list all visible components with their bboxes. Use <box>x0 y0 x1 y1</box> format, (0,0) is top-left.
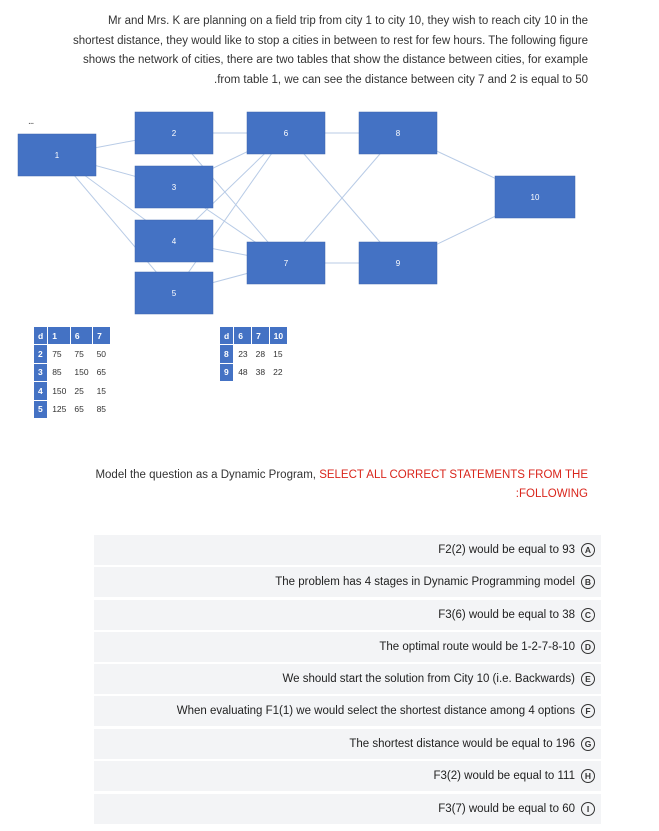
option-d[interactable] <box>94 632 601 662</box>
table2-header-row <box>220 327 288 345</box>
question-instruction: SELECT ALL CORRECT STATEMENTS FROM THE <box>319 469 588 481</box>
table-cell: 75 <box>74 349 84 360</box>
city-node-label: 4 <box>171 237 177 246</box>
table1-header-cell: d <box>34 327 48 345</box>
city-node-label: 6 <box>283 129 289 138</box>
option-letter-icon[interactable]: F <box>581 704 595 718</box>
table2-header-cell: 10 <box>269 327 287 345</box>
city-node-label: 3 <box>171 183 177 192</box>
table-cell: 48 <box>238 367 248 378</box>
table2-header-cell: 6 <box>234 327 252 345</box>
option-text: We should start the solution from City 10 (i.e. Backwards) <box>282 673 575 685</box>
table1-header-row <box>34 327 111 345</box>
city-node-8 <box>359 112 437 154</box>
row-label: 4 <box>34 382 48 400</box>
option-letter-icon[interactable]: B <box>581 575 595 589</box>
option-a[interactable] <box>94 535 601 565</box>
option-text: The optimal route would be 1-2-7-8-10 <box>379 641 575 653</box>
option-b[interactable] <box>94 567 601 597</box>
city-node-label: 9 <box>395 259 401 268</box>
table1-header-cell: 7 <box>93 327 110 345</box>
row-label: 3 <box>34 363 48 381</box>
city-node-1 <box>18 134 96 176</box>
table-cell: 38 <box>255 367 266 378</box>
option-h[interactable] <box>94 761 601 791</box>
option-text: F3(2) would be equal to 111 <box>433 770 575 782</box>
option-letter-icon[interactable]: A <box>581 543 595 557</box>
table-row <box>34 382 111 400</box>
table2-header-cell: 7 <box>252 327 269 345</box>
option-letter-icon[interactable]: C <box>581 608 595 622</box>
option-f[interactable] <box>94 696 601 726</box>
table-cell: 150 <box>74 367 89 378</box>
option-g[interactable] <box>94 729 601 759</box>
option-letter-icon[interactable]: D <box>581 640 595 654</box>
question-prompt <box>60 466 588 504</box>
table-cell: 75 <box>52 349 62 360</box>
option-i[interactable] <box>94 794 601 824</box>
table-row <box>220 363 288 381</box>
table1-header-cell: 1 <box>48 327 71 345</box>
question-prefix: Model the question as a Dynamic Program, <box>95 469 316 481</box>
option-text: The shortest distance would be equal to 196 <box>349 738 575 750</box>
intro-line-2: shortest distance, they would like to stop a cities in between to rest for few hours. The following figure <box>72 34 588 47</box>
option-text: F3(6) would be equal to 38 <box>438 609 575 621</box>
problem-statement <box>10 12 588 90</box>
table-row <box>34 363 111 381</box>
table-row <box>34 400 111 418</box>
city-node-label: 1 <box>54 151 60 160</box>
row-label: 2 <box>34 345 48 363</box>
question-instruction-line2: :FOLLOWING <box>515 488 588 500</box>
distance-table-1 <box>33 326 111 419</box>
table-cell: 65 <box>74 404 84 415</box>
city-node-label: 5 <box>171 289 177 298</box>
table-row <box>220 345 288 363</box>
table-cell: 50 <box>96 349 107 360</box>
option-letter-icon[interactable]: H <box>581 769 595 783</box>
option-c[interactable] <box>94 600 601 630</box>
table-cell: 28 <box>255 349 266 360</box>
option-e[interactable] <box>94 664 601 694</box>
option-text: F2(2) would be equal to 93 <box>438 544 575 556</box>
option-text: The problem has 4 stages in Dynamic Programming model <box>275 576 575 588</box>
city-node-9 <box>359 242 437 284</box>
row-label: 5 <box>34 400 48 418</box>
city-node-6 <box>247 112 325 154</box>
table1-header-cell: 6 <box>70 327 92 345</box>
city-node-2 <box>135 112 213 154</box>
table-cell: 65 <box>96 367 107 378</box>
distance-table-2 <box>219 326 288 382</box>
table-row <box>34 345 111 363</box>
table-cell: 23 <box>238 349 248 360</box>
table-cell: 25 <box>74 385 84 396</box>
option-letter-icon[interactable]: I <box>581 802 595 816</box>
table-cell: 22 <box>273 367 283 378</box>
option-text: F3(7) would be equal to 60 <box>438 803 575 815</box>
table-cell: 85 <box>96 404 107 415</box>
intro-line-4: .from table 1, we can see the distance between city 7 and 2 is equal to 50 <box>214 73 588 86</box>
table-cell: 150 <box>52 385 67 396</box>
table-cell: 85 <box>52 367 62 378</box>
city-node-4 <box>135 220 213 262</box>
table-cell: 125 <box>52 404 67 415</box>
city-node-5 <box>135 272 213 314</box>
city-node-10 <box>495 176 575 218</box>
city-node-label: 10 <box>530 193 540 202</box>
row-label: 9 <box>220 363 234 381</box>
option-letter-icon[interactable]: G <box>581 737 595 751</box>
table-cell: 15 <box>96 385 107 396</box>
option-text: When evaluating F1(1) we would select the shortest distance among 4 options <box>176 705 575 717</box>
table2-header-cell: d <box>220 327 234 345</box>
city-node-label: 7 <box>283 259 289 268</box>
network-nodes <box>18 112 575 314</box>
more-options-icon[interactable]: ... <box>28 116 34 127</box>
table-cell: 15 <box>273 349 283 360</box>
option-letter-icon[interactable]: E <box>581 672 595 686</box>
city-network-diagram <box>0 100 659 320</box>
city-node-7 <box>247 242 325 284</box>
city-node-3 <box>135 166 213 208</box>
intro-line-3: shows the network of cities, there are two tables that show the distance between cities, for example <box>83 54 588 66</box>
row-label: 8 <box>220 345 234 363</box>
city-node-label: 8 <box>395 129 401 138</box>
intro-line-1: Mr and Mrs. K are planning on a field trip from city 1 to city 10, they wish to reach city 10 in the <box>107 15 588 27</box>
city-node-label: 2 <box>171 129 177 138</box>
